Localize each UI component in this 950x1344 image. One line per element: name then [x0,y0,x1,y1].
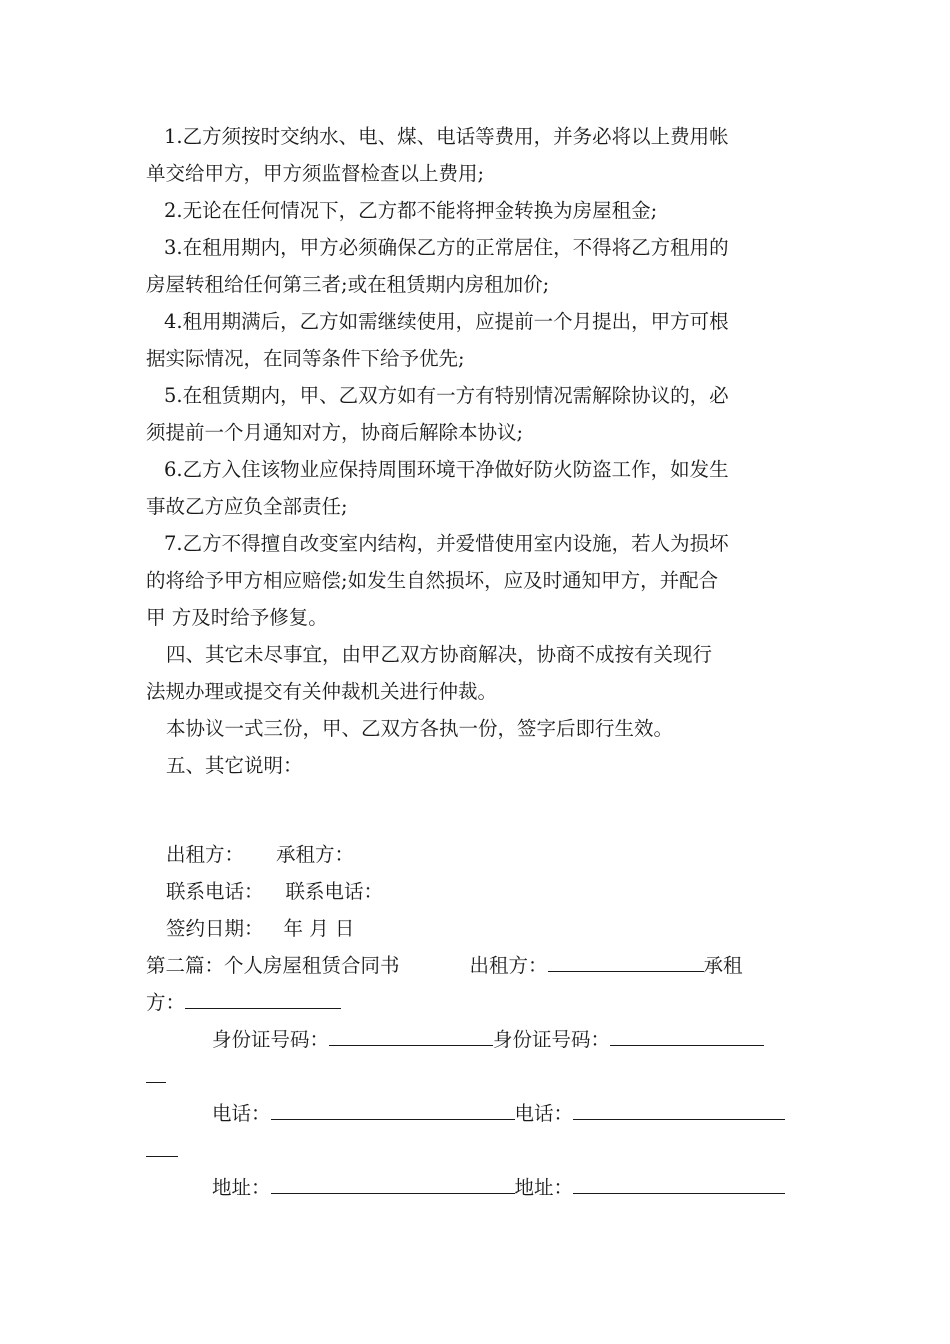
clause-5-line-1: 5.在租赁期内，甲、乙双方如有一方有特别情况需解除协议的，必 [164,384,729,407]
id-blank-a [329,1023,493,1046]
clause-7-line-2: 的将给予甲方相应赔偿;如发生自然损坏，应及时通知甲方，并配合 [146,569,719,592]
clause-2-line-1: 2.无论在任何情况下，乙方都不能将押金转换为房屋租金; [164,199,658,222]
lessee-label: 承租方： [276,843,355,866]
date-label: 签约日期： [166,917,264,940]
address-label-a: 地址： [212,1176,271,1199]
id-line [146,1021,810,1058]
signature-date [146,910,810,947]
id-blank-b-continued [146,1060,166,1083]
part2-lessee-label-b: 方： [146,991,186,1014]
address-blank-b [573,1171,785,1194]
clause-3-line-2: 房屋转租给任何第三者;或在租赁期内房租加价; [146,273,550,296]
phone-line [146,1095,810,1132]
address-line [146,1169,810,1206]
id-blank-b [610,1023,764,1046]
lessor-blank [548,949,704,972]
signature-parties [146,836,810,873]
part2-lessee-line [146,984,810,1021]
section-4-line-2: 法规办理或提交有关仲裁机关进行仲裁。 [146,680,498,703]
date-value: 年 月 日 [283,917,355,940]
id-label-a: 身份证号码： [212,1028,330,1051]
part2-lessor-label: 出租方： [469,954,548,977]
clause-7-line-1: 7.乙方不得擅自改变室内结构，并爱惜使用室内设施，若人为损坏 [164,532,729,555]
address-blank-a [271,1171,515,1194]
blank-space [146,784,810,836]
section-4-line-1: 四、其它未尽事宜，由甲乙双方协商解决，协商不成按有关现行 [166,643,713,666]
clause-7-line-3: 甲 方及时给予修复。 [146,606,328,629]
clause-1-line-1: 1.乙方须按时交纳水、电、煤、电话等费用，并务必将以上费用帐 [164,125,729,148]
address-label-b: 地址： [514,1176,574,1199]
clause-6-line-1: 6.乙方入住该物业应保持周围环境干净做好防火防盗工作，如发生 [164,458,729,481]
section-5-heading: 五、其它说明： [166,754,303,777]
clause-4-line-2: 据实际情况，在同等条件下给予优先; [146,347,465,370]
copies-statement: 本协议一式三份，甲、乙双方各执一份，签字后即行生效。 [166,717,674,740]
lessee-blank [185,986,341,1009]
id-label-b: 身份证号码： [493,1028,611,1051]
clause-3-line-1: 3.在租用期内，甲方必须确保乙方的正常居住，不得将乙方租用的 [164,236,729,259]
id-line-overflow [146,1058,810,1095]
phone-blank-b [573,1097,785,1120]
part2-title: 第二篇：个人房屋租赁合同书 [146,954,400,977]
phone-label-part2-a: 电话： [212,1102,271,1125]
phone-label-b: 联系电话： [285,880,384,903]
document-page [146,118,810,1206]
clause-1-line-2: 单交给甲方，甲方须监督检查以上费用; [146,162,485,185]
phone-blank-a [271,1097,515,1120]
phone-label-part2-b: 电话： [514,1102,574,1125]
phone-label-a: 联系电话： [166,880,264,903]
clause-6-line-2: 事故乙方应负全部责任; [146,495,348,518]
part2-title-line [146,947,810,984]
phone-blank-b-continued [146,1134,178,1157]
clause-4-line-1: 4.租用期满后，乙方如需继续使用，应提前一个月提出，甲方可根 [164,310,729,333]
lessor-label: 出租方： [166,843,245,866]
part2-lessee-label-a: 承租 [703,954,743,977]
clause-5-line-2: 须提前一个月通知对方，协商后解除本协议; [146,421,524,444]
signature-phones [146,873,810,910]
phone-line-overflow [146,1132,810,1169]
